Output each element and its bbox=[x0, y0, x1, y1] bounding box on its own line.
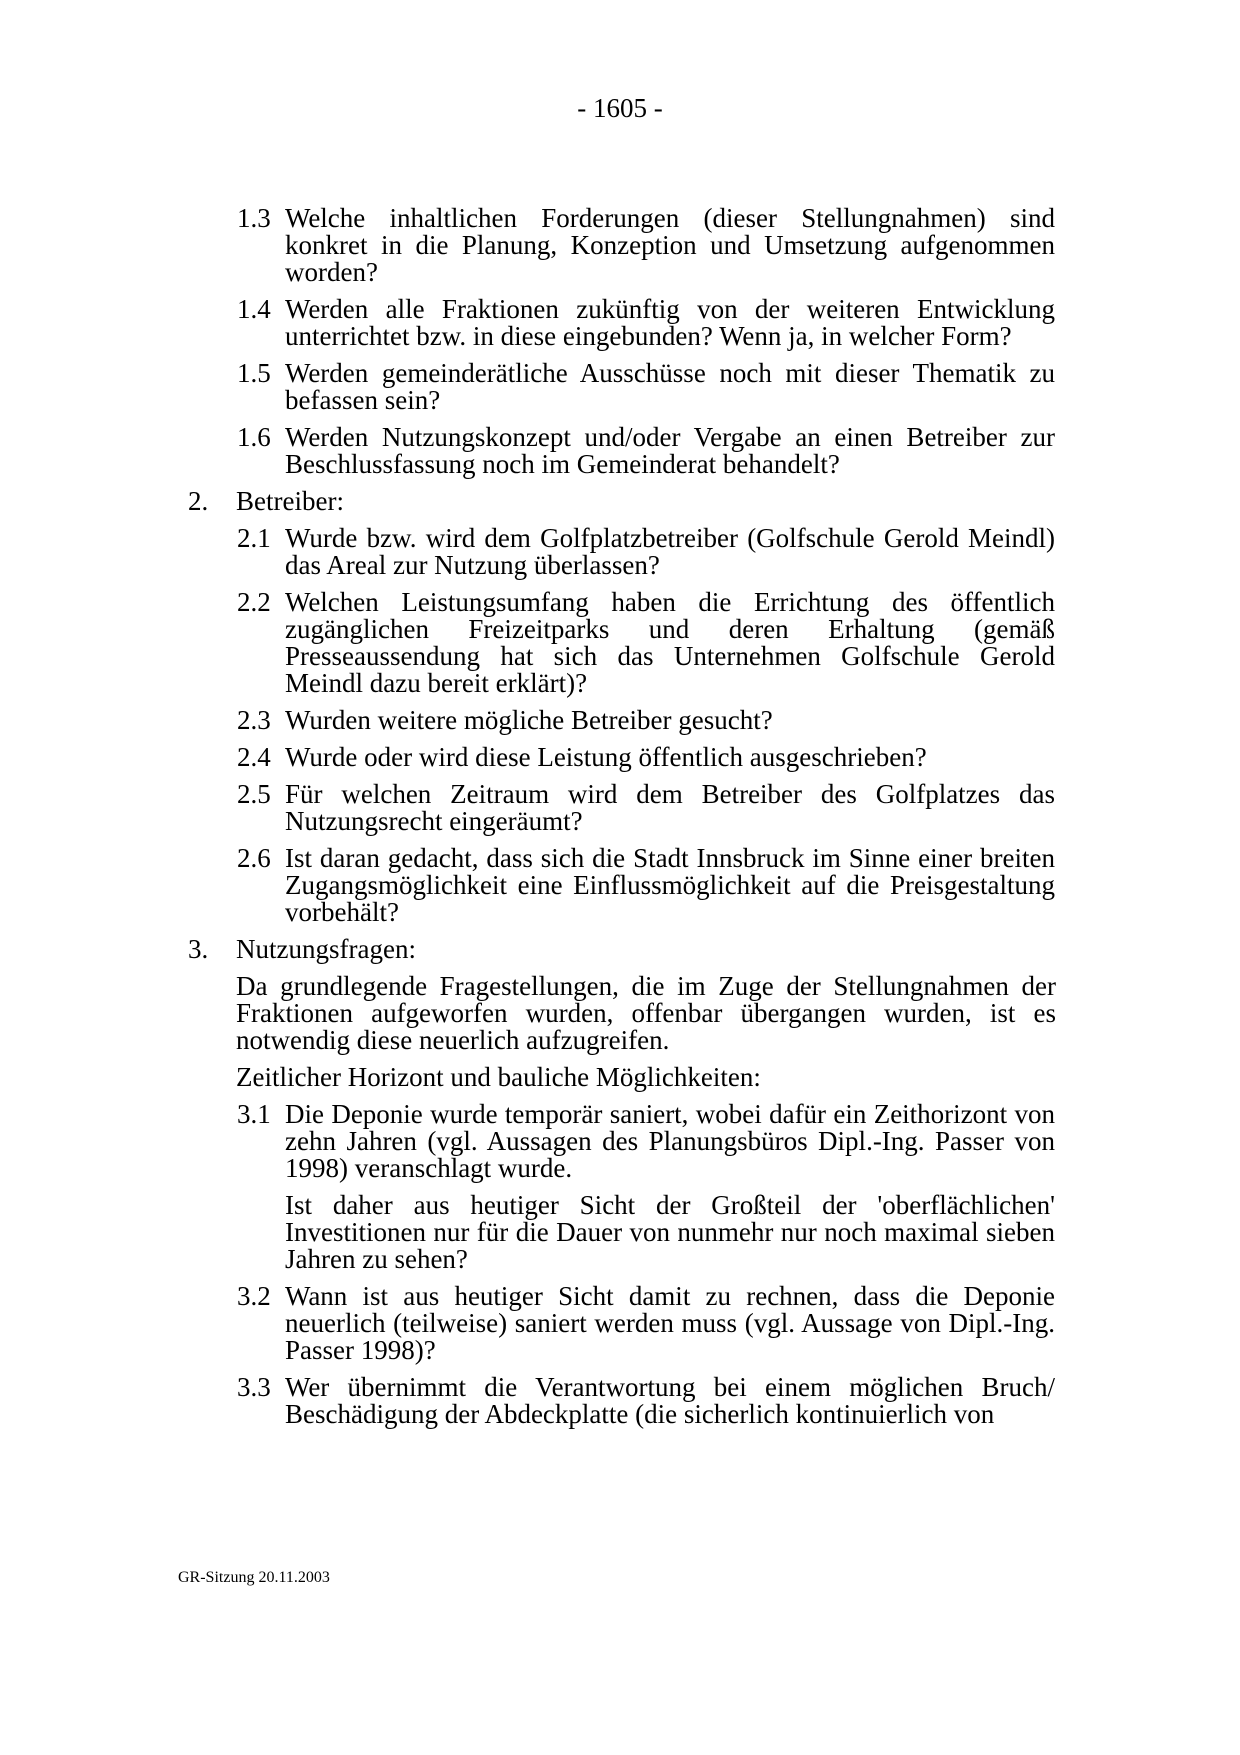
question-3-2 bbox=[237, 1281, 1055, 1365]
question-2-3 bbox=[237, 705, 1055, 735]
question-3-1 bbox=[237, 1099, 1055, 1183]
item-text: Wer übernimmt die Verantwortung bei einem möglichen Bruch/ Beschädigung der Abdeckplatte (die sicherlich kontinuierlich von bbox=[285, 1372, 1055, 1429]
item-number: 2.4 bbox=[237, 742, 271, 772]
item-number: 2.3 bbox=[237, 705, 271, 735]
item-text: Werden alle Fraktionen zukünftig von der weiteren Entwicklung unterrichtet bzw. in diese eingebunden? Wenn ja, in welcher Form? bbox=[285, 294, 1055, 351]
section-title: Betreiber: bbox=[236, 486, 344, 516]
question-1-3 bbox=[237, 203, 1055, 287]
question-1-4 bbox=[237, 294, 1055, 351]
section-3-subheading: Zeitlicher Horizont und bauliche Möglichkeiten: bbox=[236, 1062, 761, 1092]
item-number: 2.5 bbox=[237, 779, 271, 809]
item-number: 2.2 bbox=[237, 587, 271, 617]
item-number: 3.3 bbox=[237, 1372, 271, 1402]
page-footer: GR-Sitzung 20.11.2003 bbox=[178, 1569, 330, 1586]
question-1-5 bbox=[237, 358, 1055, 415]
question-1-6 bbox=[237, 422, 1055, 479]
item-text: Für welchen Zeitraum wird dem Betreiber des Golfplatzes das Nutzungsrecht eingeräumt? bbox=[285, 779, 1055, 836]
item-text: Ist daran gedacht, dass sich die Stadt Innsbruck im Sinne einer breiten Zugangsmöglichkeit eine Einflussmöglichkeit auf die Preisgestaltung vorbehält? bbox=[285, 843, 1055, 927]
section-number: 3. bbox=[188, 934, 209, 964]
item-text: Wurde oder wird diese Leistung öffentlich ausgeschrieben? bbox=[285, 742, 927, 772]
document-body bbox=[0, 205, 1240, 1428]
item-number: 1.5 bbox=[237, 358, 271, 388]
item-number: 3.1 bbox=[237, 1099, 271, 1129]
item-number: 3.2 bbox=[237, 1281, 271, 1311]
section-title: Nutzungsfragen: bbox=[236, 934, 416, 964]
item-text: Welchen Leistungsumfang haben die Errichtung des öffentlich zugänglichen Freizeitparks und deren Erhaltung (gemäß Presseaussendung hat sich das Unternehmen Golfschule Gerold Meindl dazu bereit erklärt)? bbox=[285, 587, 1055, 698]
question-2-6 bbox=[237, 843, 1055, 927]
question-2-2 bbox=[237, 587, 1055, 698]
question-2-5 bbox=[237, 779, 1055, 836]
section-3-intro-paragraph: Da grundlegende Fragestellungen, die im Zuge der Stellungnahmen der Fraktionen aufgeworfen wurden, offenbar übergangen wurden, ist es notwendig diese neuerlich aufzugreifen. bbox=[236, 971, 1056, 1055]
question-3-3 bbox=[237, 1372, 1055, 1429]
item-number: 2.6 bbox=[237, 843, 271, 873]
section-2-heading bbox=[188, 486, 1056, 516]
question-3-1-followup: Ist daher aus heutiger Sicht der Großteil der 'oberflächlichen' Investitionen nur für die Dauer von nunmehr nur noch maximal sieben Jahren zu sehen? bbox=[285, 1190, 1055, 1274]
item-text: Welche inhaltlichen Forderungen (dieser Stellungnahmen) sind konkret in die Planung, Konzeption und Umsetzung aufgenommen worden? bbox=[285, 203, 1055, 287]
section-number: 2. bbox=[188, 486, 209, 516]
page-number: - 1605 - bbox=[577, 93, 663, 123]
question-2-1 bbox=[237, 523, 1055, 580]
item-text: Wann ist aus heutiger Sicht damit zu rechnen, dass die Deponie neuerlich (teilweise) saniert werden muss (vgl. Aussage von Dipl.-Ing. Passer 1998)? bbox=[285, 1281, 1055, 1365]
item-number: 1.3 bbox=[237, 203, 271, 233]
item-number: 1.4 bbox=[237, 294, 271, 324]
item-number: 1.6 bbox=[237, 422, 271, 452]
item-text: Wurde bzw. wird dem Golfplatzbetreiber (Golfschule Gerold Meindl) das Areal zur Nutzung überlassen? bbox=[285, 523, 1055, 580]
question-2-4 bbox=[237, 742, 1055, 772]
item-text: Wurden weitere mögliche Betreiber gesucht? bbox=[285, 705, 773, 735]
item-text: Werden Nutzungskonzept und/oder Vergabe an einen Betreiber zur Beschlussfassung noch im Gemeinderat behandelt? bbox=[285, 422, 1055, 479]
item-text: Die Deponie wurde temporär saniert, wobei dafür ein Zeithorizont von zehn Jahren (vgl. Aussagen des Planungsbüros Dipl.-Ing. Passer von 1998) veranschlagt wurde. bbox=[285, 1099, 1055, 1183]
item-text: Werden gemeinderätliche Ausschüsse noch mit dieser Thematik zu befassen sein? bbox=[285, 358, 1055, 415]
item-number: 2.1 bbox=[237, 523, 271, 553]
section-3-heading bbox=[188, 934, 1056, 964]
